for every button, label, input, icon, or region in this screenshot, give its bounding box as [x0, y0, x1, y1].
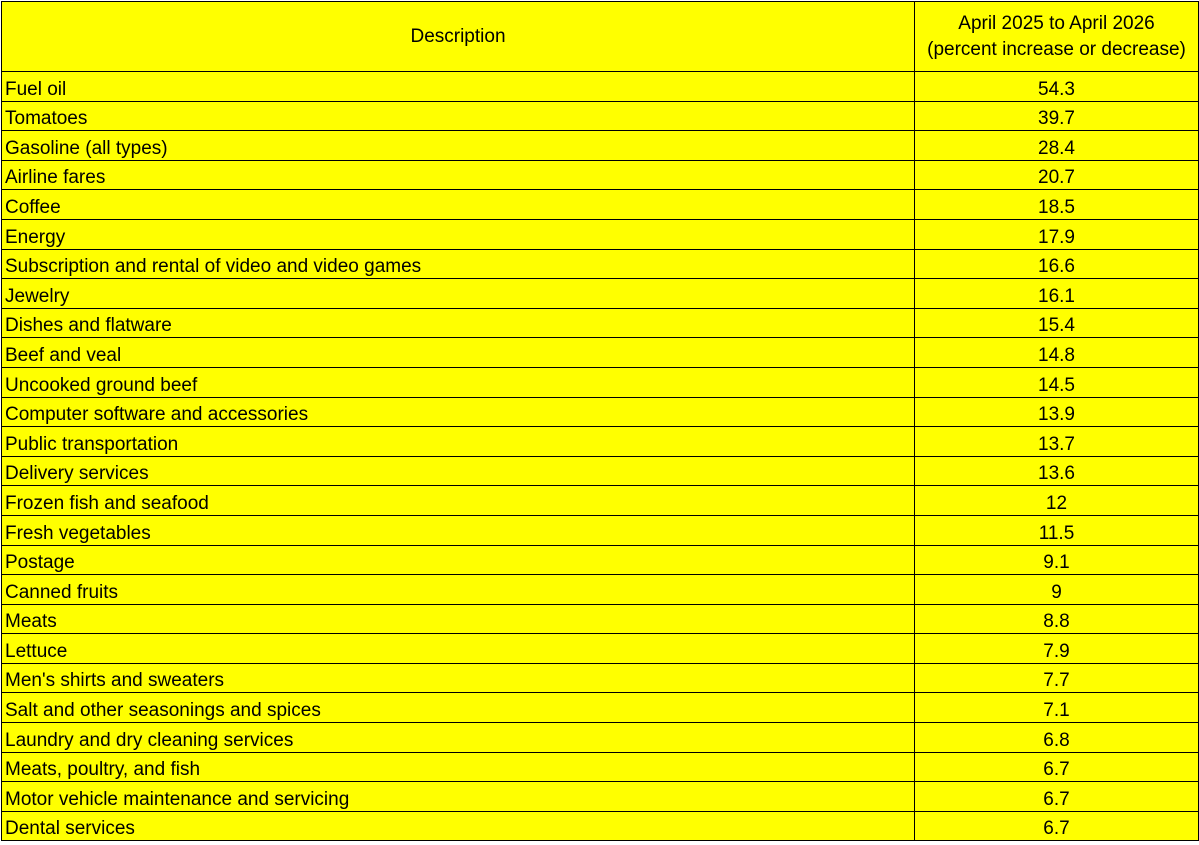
description-cell[interactable]: Jewelry [2, 279, 915, 309]
header-row [2, 2, 1199, 72]
change-header-line1: April 2025 to April 2026 [958, 12, 1155, 34]
table-row [2, 101, 1199, 131]
table-row [2, 279, 1199, 309]
percent-change-cell[interactable]: 13.7 [915, 427, 1199, 457]
table-row [2, 249, 1199, 279]
percent-change-cell[interactable]: 11.5 [915, 515, 1199, 545]
percent-change-cell[interactable]: 7.1 [915, 693, 1199, 723]
description-cell[interactable]: Salt and other seasonings and spices [2, 693, 915, 723]
description-cell[interactable]: Computer software and accessories [2, 397, 915, 427]
table-row [2, 663, 1199, 693]
table-row [2, 752, 1199, 782]
percent-change-cell[interactable]: 20.7 [915, 160, 1199, 190]
percent-change-cell[interactable]: 7.7 [915, 663, 1199, 693]
percent-change-cell[interactable]: 39.7 [915, 101, 1199, 131]
description-cell[interactable]: Coffee [2, 190, 915, 220]
change-header[interactable] [915, 2, 1199, 72]
description-cell[interactable]: Uncooked ground beef [2, 367, 915, 397]
percent-change-cell[interactable]: 16.1 [915, 279, 1199, 309]
description-cell[interactable]: Tomatoes [2, 101, 915, 131]
percent-change-cell[interactable]: 13.6 [915, 456, 1199, 486]
percent-change-cell[interactable]: 14.5 [915, 367, 1199, 397]
description-cell[interactable]: Meats [2, 604, 915, 634]
percent-change-cell[interactable]: 15.4 [915, 308, 1199, 338]
description-cell[interactable]: Canned fruits [2, 575, 915, 605]
description-cell[interactable]: Beef and veal [2, 338, 915, 368]
percent-change-cell[interactable]: 14.8 [915, 338, 1199, 368]
percent-change-cell[interactable]: 54.3 [915, 72, 1199, 102]
description-cell[interactable]: Men's shirts and sweaters [2, 663, 915, 693]
change-header-line2: (percent increase or decrease) [927, 38, 1186, 60]
description-cell[interactable]: Dental services [2, 811, 915, 841]
table-row [2, 545, 1199, 575]
percent-change-cell[interactable]: 17.9 [915, 219, 1199, 249]
table-row [2, 575, 1199, 605]
price-change-table [1, 1, 1199, 841]
description-cell[interactable]: Fresh vegetables [2, 515, 915, 545]
percent-change-cell[interactable]: 9.1 [915, 545, 1199, 575]
description-cell[interactable]: Delivery services [2, 456, 915, 486]
table-row [2, 782, 1199, 812]
percent-change-cell[interactable]: 7.9 [915, 634, 1199, 664]
description-cell[interactable]: Subscription and rental of video and video games [2, 249, 915, 279]
table-row [2, 515, 1199, 545]
percent-change-cell[interactable]: 8.8 [915, 604, 1199, 634]
percent-change-cell[interactable]: 9 [915, 575, 1199, 605]
percent-change-cell[interactable]: 28.4 [915, 131, 1199, 161]
table-row [2, 486, 1199, 516]
table-row [2, 131, 1199, 161]
table-row [2, 308, 1199, 338]
description-cell[interactable]: Public transportation [2, 427, 915, 457]
table-row [2, 397, 1199, 427]
table-row [2, 367, 1199, 397]
table-row [2, 604, 1199, 634]
percent-change-cell[interactable]: 6.7 [915, 752, 1199, 782]
percent-change-cell[interactable]: 6.7 [915, 782, 1199, 812]
description-cell[interactable]: Frozen fish and seafood [2, 486, 915, 516]
table-row [2, 219, 1199, 249]
description-cell[interactable]: Motor vehicle maintenance and servicing [2, 782, 915, 812]
table-row [2, 723, 1199, 753]
table-body [2, 72, 1199, 841]
description-cell[interactable]: Energy [2, 219, 915, 249]
description-cell[interactable]: Fuel oil [2, 72, 915, 102]
table-row [2, 634, 1199, 664]
percent-change-cell[interactable]: 6.7 [915, 811, 1199, 841]
percent-change-cell[interactable]: 12 [915, 486, 1199, 516]
table-row [2, 811, 1199, 841]
description-cell[interactable]: Airline fares [2, 160, 915, 190]
table-row [2, 72, 1199, 102]
percent-change-cell[interactable]: 18.5 [915, 190, 1199, 220]
table-row [2, 338, 1199, 368]
description-cell[interactable]: Meats, poultry, and fish [2, 752, 915, 782]
table-row [2, 190, 1199, 220]
percent-change-cell[interactable]: 13.9 [915, 397, 1199, 427]
description-cell[interactable]: Laundry and dry cleaning services [2, 723, 915, 753]
percent-change-cell[interactable]: 6.8 [915, 723, 1199, 753]
table-row [2, 160, 1199, 190]
description-cell[interactable]: Postage [2, 545, 915, 575]
table-row [2, 693, 1199, 723]
description-cell[interactable]: Lettuce [2, 634, 915, 664]
description-cell[interactable]: Gasoline (all types) [2, 131, 915, 161]
description-cell[interactable]: Dishes and flatware [2, 308, 915, 338]
table-row [2, 427, 1199, 457]
description-header[interactable]: Description [2, 2, 915, 72]
percent-change-cell[interactable]: 16.6 [915, 249, 1199, 279]
table-row [2, 456, 1199, 486]
